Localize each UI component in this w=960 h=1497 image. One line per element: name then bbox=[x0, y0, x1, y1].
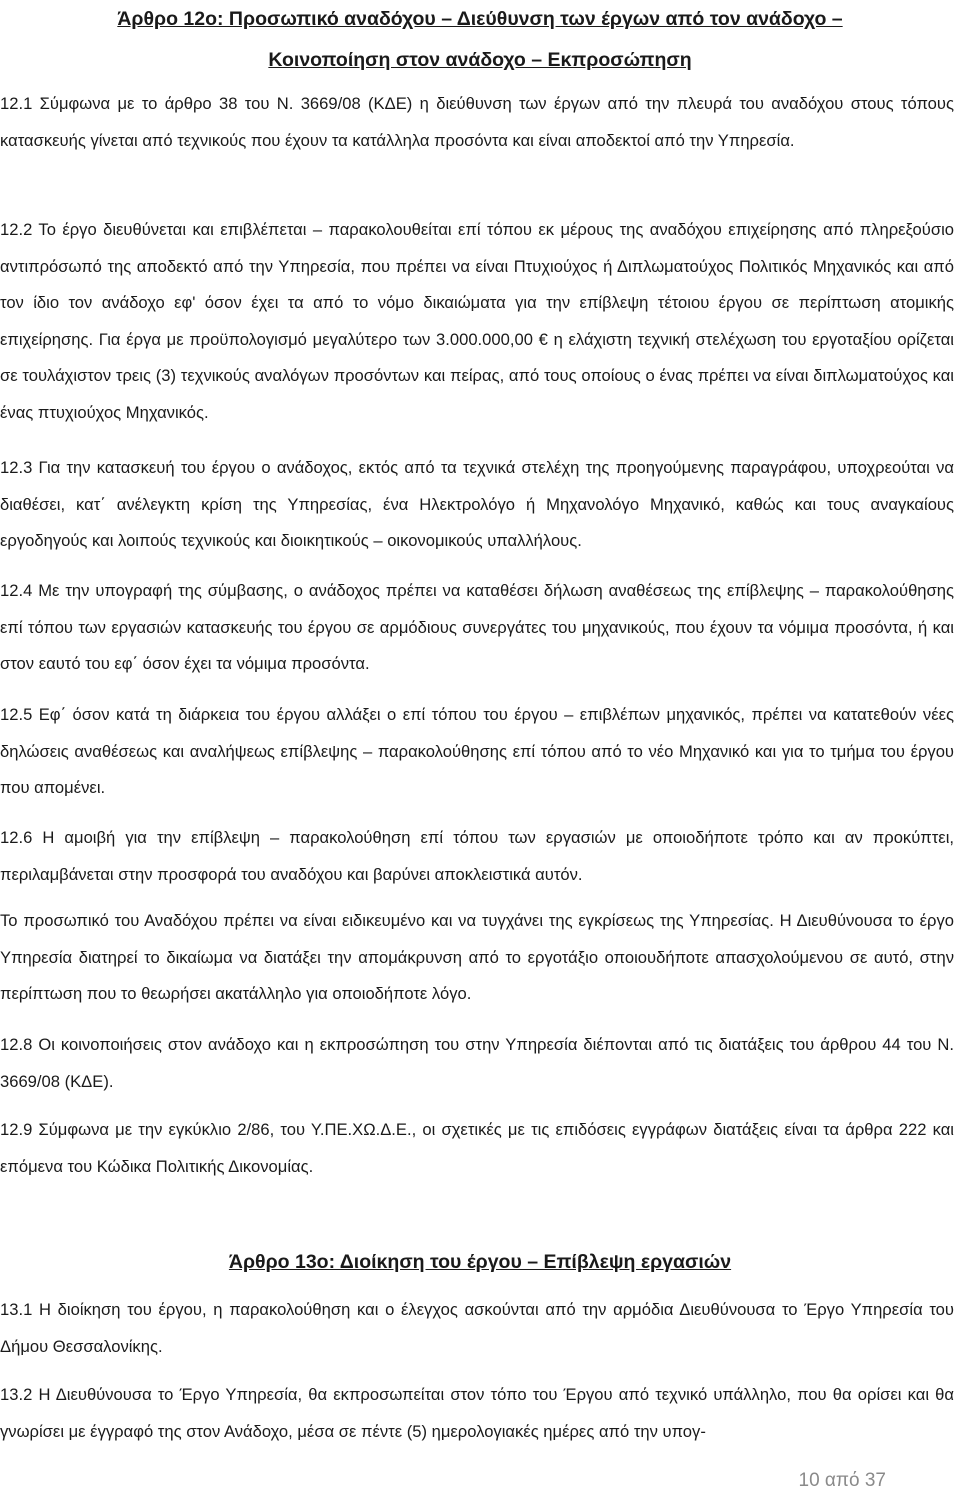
paragraph-12-3: 12.3 Για την κατασκευή του έργου ο ανάδοχος, εκτός από τα τεχνικά στελέχη της προηγούμενης παραγράφου, υποχρεούται να διαθέσει, κατ΄ ανέλεγκτη κρίση της Υπηρεσίας, ένα Ηλεκτρολόγο ή Μηχανολόγο Μηχανικό, καθώς και τους αναγκαίους εργοδηγούς και λοιπούς τεχνικούς και διοικητικούς – οικονομικούς υπαλλήλους. bbox=[0, 458, 954, 551]
paragraph-12-9: 12.9 Σύμφωνα με την εγκύκλιο 2/86, του Υ.ΠΕ.ΧΩ.Δ.Ε., οι σχετικές με τις επιδόσεις εγγράφων διατάξεις είναι τα άρθρα 222 και επόμενα του Κώδικα Πολιτικής Δικονομίας. bbox=[0, 1120, 954, 1176]
paragraph-12-8: 12.8 Οι κοινοποιήσεις στον ανάδοχο και η εκπροσώπηση του στην Υπηρεσία διέπονται από τις διατάξεις του άρθρου 44 του Ν. 3669/08 (ΚΔΕ). bbox=[0, 1035, 954, 1091]
paragraph-13-1: 13.1 Η διοίκηση του έργου, η παρακολούθηση και ο έλεγχος ασκούνται από την αρμόδια Διευθύνουσα το Έργο Υπηρεσία του Δήμου Θεσσαλονίκης. bbox=[0, 1300, 954, 1356]
paragraph-12-2: 12.2 Το έργο διευθύνεται και επιβλέπεται – παρακολουθείται επί τόπου εκ μέρους της αναδόχου επιχείρησης από πληρεξούσιο αντιπρόσωπό της αποδεκτό από την Υπηρεσία, που πρέπει να είναι Πτυχιούχος ή Διπλωματούχος Πολιτικός Μηχανικός και από τον ίδιο τον ανάδοχο εφ' όσον έχει τα από το νόμο δικαιώματα για την επίβλεψη τέτοιου έργου σε περίπτωση ατομικής επιχείρησης. Για έργα με προϋπολογισμό μεγαλύτερο των 3.000.000,00 € η ελάχιστη τεχνική στελέχωση του εργοταξίου ορίζεται σε τουλάχιστον τρεις (3) τεχνικούς αναλόγων προσόντων και πείρας, από τους οποίους ο ένας πρέπει να είναι διπλωματούχος και ένας πτυχιούχος Μηχανικός. bbox=[0, 220, 954, 422]
paragraph-12-5: 12.5 Εφ΄ όσον κατά τη διάρκεια του έργου αλλάξει ο επί τόπου του έργου – επιβλέπων μηχανικός, πρέπει να κατατεθούν νέες δηλώσεις αναθέσεως και αναλήψεως επίβλεψης – παρακολούθησης επί τόπου από το νέο Μηχανικό και για το τμήμα του έργου που απομένει. bbox=[0, 705, 954, 798]
paragraph-personnel: Το προσωπικό του Αναδόχου πρέπει να είναι ειδικευμένο και να τυγχάνει της εγκρίσεως της Υπηρεσίας. Η Διευθύνουσα το έργο Υπηρεσία διατηρεί το δικαίωμα να διατάξει την απομάκρυνση από το εργοτάξιο οποιουδήποτε απασχολούμενου σε αυτό, στην περίπτωση που το θεωρήσει ακατάλληλο για οποιοδήποτε λόγο. bbox=[0, 911, 954, 1004]
paragraph-13-2: 13.2 Η Διευθύνουσα το Έργο Υπηρεσία, θα εκπροσωπείται στον τόπο του Έργου από τεχνικό υπάλληλο, που θα ορίσει και θα γνωρίσει με έγγραφό της στον Ανάδοχο, μέσα σε πέντε (5) ημερολογιακές ημέρες από την υπογ- bbox=[0, 1385, 954, 1441]
article-12-title-line-2: Κοινοποίηση στον ανάδοχο – Εκπροσώπηση bbox=[268, 49, 692, 71]
paragraph-12-4: 12.4 Με την υπογραφή της σύμβασης, ο ανάδοχος πρέπει να καταθέσει δήλωση αναθέσεως της επίβλεψης – παρακολούθησης επί τόπου των εργασιών κατασκευής του έργου σε αρμόδιους συνεργάτες του μηχανικούς, που έχουν τα νόμιμα προσόντα, ή και στον εαυτό του εφ΄ όσον έχει τα νόμιμα προσόντα. bbox=[0, 581, 954, 674]
page-number: 10 από 37 bbox=[798, 1470, 886, 1491]
article-12-title-line-1: Άρθρο 12ο: Προσωπικό αναδόχου – Διεύθυνση των έργων από τον ανάδοχο – bbox=[117, 8, 843, 30]
article-13-title: Άρθρο 13ο: Διοίκηση του έργου – Επίβλεψη εργασιών bbox=[228, 1251, 732, 1273]
paragraph-12-6: 12.6 Η αμοιβή για την επίβλεψη – παρακολούθηση επί τόπου των εργασιών με οποιοδήποτε τρόπο και αν προκύπτει, περιλαμβάνεται στην προσφορά του αναδόχου και βαρύνει αποκλειστικά αυτόν. bbox=[0, 828, 954, 884]
paragraph-12-1: 12.1 Σύμφωνα με το άρθρο 38 του Ν. 3669/08 (ΚΔΕ) η διεύθυνση των έργων από την πλευρά του αναδόχου στους τόπους κατασκευής γίνεται από τεχνικούς που έχουν τα κατάλληλα προσόντα και είναι αποδεκτοί από την Υπηρεσία. bbox=[0, 94, 954, 150]
